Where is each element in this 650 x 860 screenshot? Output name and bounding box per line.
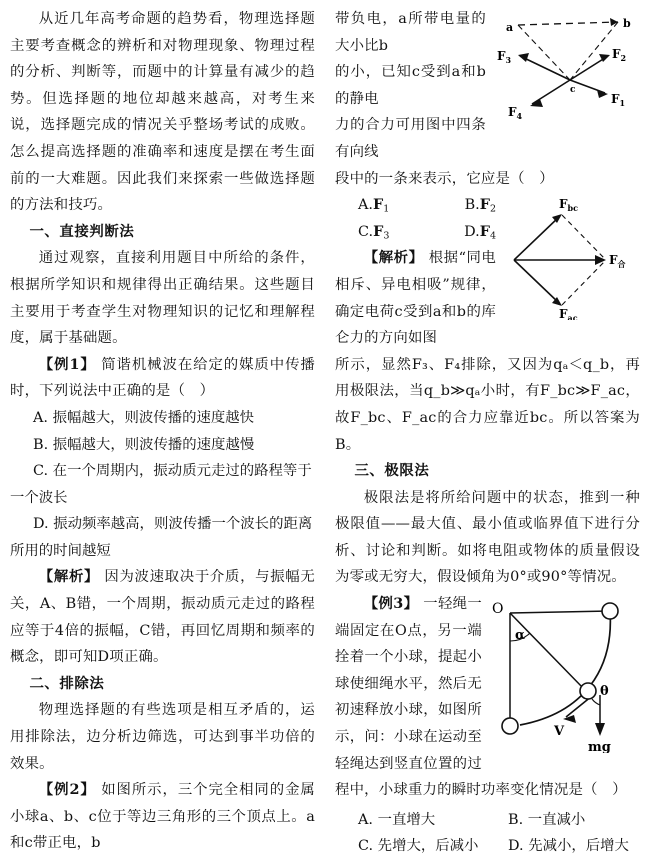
force-figure-label-F1: $F_1$ — [611, 92, 626, 108]
section-heading-3: 三、极限法 — [354, 462, 430, 480]
example-2-option-c-label: C. — [358, 223, 374, 240]
example-2-option-d-sub: 4 — [489, 230, 496, 242]
pendulum-figure — [488, 595, 640, 753]
parallelogram-label-Fac: $F_{ac}$ — [559, 307, 578, 321]
example-2-stem-cont-line-4: 段中的一条来表示，它应是（ ） — [335, 170, 554, 187]
section-2-body: 物理选择题的有些选项是相互矛盾的，运用排除法，边分析边筛选，可达到事半功倍的效果。 — [10, 702, 315, 772]
example-1-option-d: D. 振动频率越高，则波传播一个波长的距离所用的时间越短 — [10, 516, 313, 559]
example-3-option-d: D. 先减小，后增大 — [508, 838, 629, 855]
example-2-option-b — [465, 192, 496, 219]
example-2-option-d — [464, 219, 496, 246]
example-2-option-a — [358, 192, 465, 219]
parallelogram-figure — [502, 194, 640, 320]
two-column-layout — [10, 6, 640, 855]
left-column — [10, 6, 325, 852]
example-2-option-d-label: D. — [464, 223, 480, 240]
example-2-analysis-tag: 【解析】 — [363, 249, 424, 267]
section-1-body: 通过观察，直接利用题目中所给的条件，根据所学知识和规律得出正确结果。这些题目主要用于考查学生对物理知识的记忆和理解程度，属于基础题。 — [10, 250, 315, 347]
example-2-option-b-value: F — [479, 196, 490, 214]
example-3-tag: 【例3】 — [363, 595, 419, 613]
example-2-analysis-text-part2: 所示，显然F₃、F₄排除，又因为qₐ＜q_b，再用极限法，当q_b≫qₐ小时，有F_bc≫F_ac，故F_bc、F_ac的合力应靠近bc。所以答案为B。 — [335, 356, 640, 453]
example-2-option-b-sub: 2 — [489, 203, 496, 215]
pendulum-label-V: V — [554, 724, 565, 740]
parallelogram-svg — [502, 194, 640, 320]
force-vectors-svg — [490, 8, 640, 120]
example-1-analysis-text: 因为波速取决于介质，与振幅无关，A、B错，一个周期，振动质元走过的路程应等于4倍的振幅，C错，再回忆周期和频率的概念，即可知D项正确。 — [10, 569, 315, 666]
force-figure-label-F2: $F_2$ — [612, 47, 627, 63]
parallelogram-label-Fbc: $F_{bc}$ — [559, 197, 578, 214]
example-3-option-b: B. 一直减小 — [508, 811, 586, 828]
example-2-option-d-value: F — [479, 222, 490, 240]
pendulum-label-alpha: α — [515, 628, 526, 644]
example-2-option-c-sub: 3 — [383, 230, 390, 242]
pendulum-label-theta: θ — [600, 684, 609, 700]
section-heading-1: 一、直接判断法 — [29, 222, 135, 240]
example-3-stem: 一轻绳一端固定在O点，另一端拴着一个小球，提起小球使细绳水平，然后无初速释放小球，如图所示，问：小球在运动至轻绳达到竖直位置的过程中，小球重力的瞬时功率变化情况是（ ） — [335, 596, 627, 799]
example-1-tag: 【例1】 — [38, 355, 96, 373]
example-1-stem: 简谐机械波在给定的媒质中传播时，下列说法中正确的是（ ） — [10, 356, 315, 400]
force-figure-label-c: c — [570, 85, 576, 95]
example-2-option-c-value: F — [373, 222, 384, 240]
example-2-option-a-sub: 1 — [383, 203, 390, 215]
force-figure-label-b: b — [623, 17, 631, 30]
parallelogram-label-Fhe: $F_合$ — [609, 253, 626, 270]
example-2-stem: 如图所示，三个完全相同的金属小球a、b、c位于等边三角形的三个顶点上。a和c带正电，b — [10, 782, 315, 852]
force-figure-label-F4: $F_4$ — [508, 105, 523, 120]
example-1-analysis-tag: 【解析】 — [38, 568, 100, 586]
example-2-options-row-1 — [335, 192, 496, 219]
example-2-option-a-value: F — [373, 196, 384, 214]
example-2-option-a-label: A. — [358, 197, 373, 214]
example-2-tag: 【例2】 — [38, 781, 96, 799]
force-figure-label-F3: $F_3$ — [497, 49, 512, 65]
example-2-stem-cont-line-2: 的小，已知c受到a和b的静电 — [335, 64, 486, 107]
example-1-option-b: B. 振幅越大，则波传播的速度越慢 — [33, 436, 255, 453]
example-2-option-c — [358, 219, 464, 246]
right-column — [325, 6, 640, 855]
example-2-options-row-2 — [335, 219, 496, 246]
example-2-stem-cont-line-3: 力的合力可用图中四条有向线 — [335, 117, 486, 160]
pendulum-svg — [488, 595, 640, 753]
example-3-options-row-1 — [335, 807, 640, 834]
force-figure-label-a: a — [506, 21, 514, 34]
pendulum-label-mg: mg — [588, 740, 611, 754]
example-2-block — [10, 777, 315, 857]
example-2-analysis-text-part1: 根据“同电相斥、异电相吸”规律，确定电荷c受到a和b的库仑力的方向如图 — [335, 250, 496, 347]
example-3-option-c: C. 先增大，后减小 — [358, 838, 479, 855]
example-2-stem-cont-line-1: 带负电，a所带电量的大小比b — [335, 11, 486, 54]
example-3-options-row-2 — [335, 833, 640, 860]
pendulum-label-O: O — [492, 601, 504, 618]
example-1-analysis-block — [10, 564, 315, 670]
section-heading-2: 二、排除法 — [29, 674, 105, 692]
example-1-option-c: C. 在一个周期内，振动质元走过的路程等于一个波长 — [10, 463, 312, 506]
example-1-option-a: A. 振幅越大，则波传播的速度越快 — [33, 409, 255, 426]
example-1-block — [10, 352, 315, 405]
force-vectors-figure — [490, 8, 640, 120]
example-3-option-a: A. 一直增大 — [358, 811, 436, 828]
intro-paragraph: 从近几年高考命题的趋势看，物理选择题主要考查概念的辨析和对物理现象、物理过程的分析、判断等，而题中的计算量有减少的趋势。但选择题的地位却越来越高，对考生来说，选择题完成的情况关乎整场考试的成败。怎么提高选择题的准确率和速度是摆在考生面前的一大难题。因此我们来探索一些做选择题的方法和技巧。 — [10, 11, 315, 214]
section-3-body: 极限法是将所给问题中的状态，推到一种极限值——最大值、最小值或临界值下进行分析、讨论和判断。如将电阻或物体的质量假设为零或无穷大，假设倾角为0°或90°等情况。 — [335, 489, 640, 586]
example-2-option-b-label: B. — [464, 197, 480, 214]
